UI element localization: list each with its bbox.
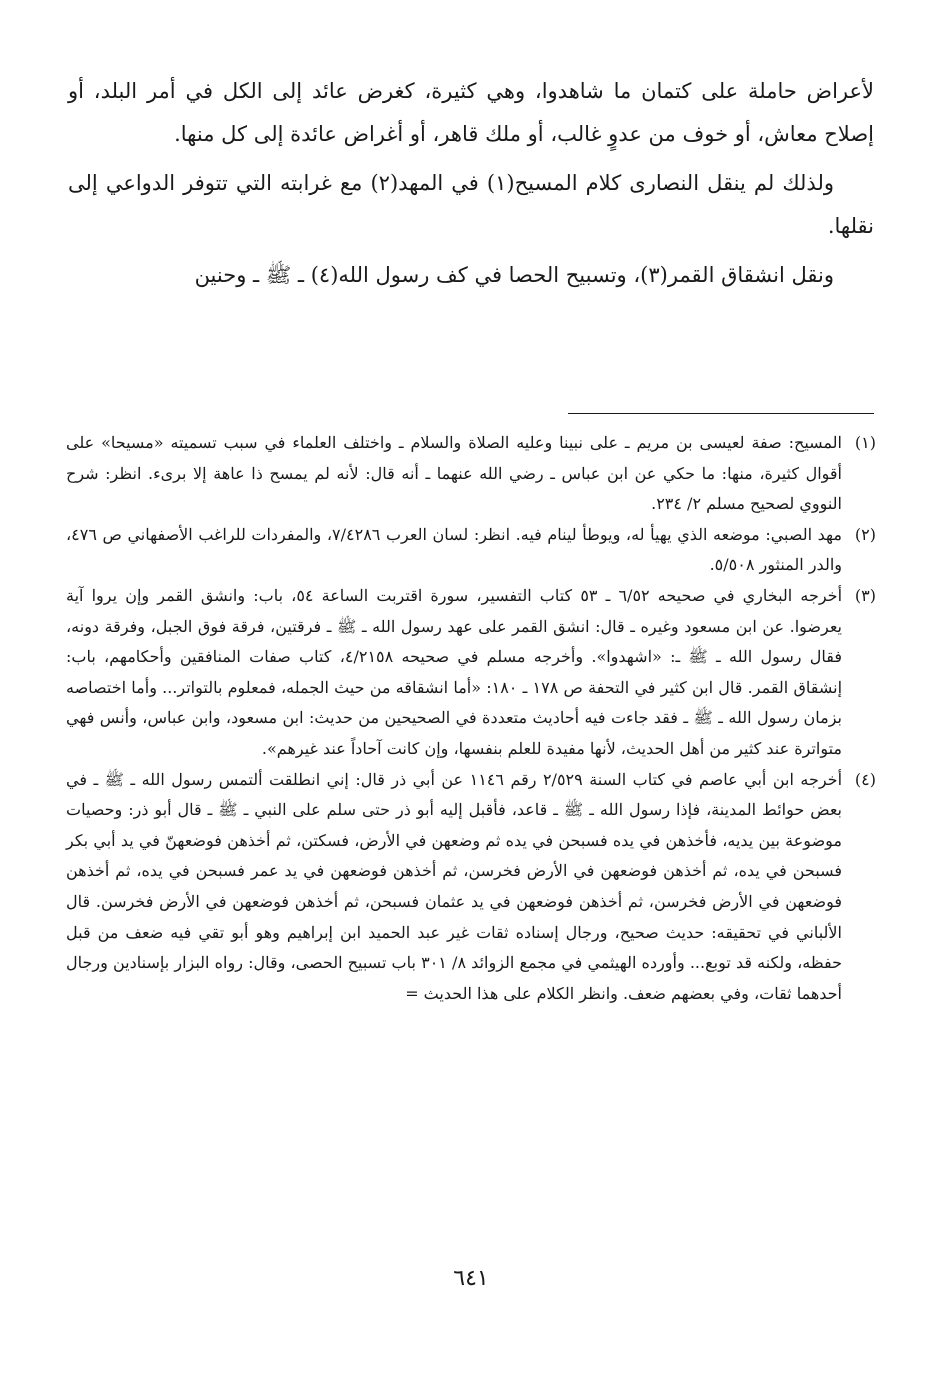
footnote-text: أخرجه ابن أبي عاصم في كتاب السنة ٢/٥٢٩ رقم ١١٤٦ عن أبي ذر قال: إني انطلقت ألتمس رسول الله ـ ﷺ ـ في بعض حوائط المدينة، فإذا رسول الله ـ ﷺ ـ قاعد، فأقبل إليه أبو ذر حتى سلم على النبي ـ ﷺ ـ قال أبو ذر: وحصيات موضوعة بين يديه، فأخذهن في يده فسبحن في يده ثم وضعهن في الأرض، فسكتن، ثم أخذهن فوضعهنّ في يد أبي بكر فسبحن في يده، ثم أخذهن فوضعهن في الأرض فخرسن، ثم أخذهن فوضعهن في يد عمر فسبحن في يده، ثم أخذهن فوضعهن في الأرض فخرسن، ثم أخذهن فوضعهن في يد عثمان فسبحن، ثم أخذهن فوضعهن في الأرض فخرسن. قال الألباني في تحقيقه: حديث صحيح، ورجال إسناده ثقات غير عبد الحميد ابن إبراهيم وهو أبو تقي فيه ضعف من قبل حفظه، ولكنه قد توبع... وأورده الهيثمي في مجمع الزوائد ٨/ ٣٠١ باب تسبيح الحصى، وقال: رواه البزار بإسنادين ورجال أحدهما ثقات، وفي بعضهم ضعف. وانظر الكلام على هذا الحديث = [66,769,843,1003]
footnotes-section [66,428,876,1009]
footnote-text: أخرجه البخاري في صحيحه ٦/٥٢ ـ ٥٣ كتاب التفسير، سورة اقتربت الساعة ٥٤، باب: وانشق القمر وإن يروا آية يعرضوا. عن ابن مسعود وغيره ـ قال: انشق القمر على عهد رسول الله ـ ﷺ ـ فرقتين، فرقة فوق الجبل، وفرقة دونه، فقال رسول الله ـ ﷺ ـ: «اشهدوا». وأخرجه مسلم في صحيحه ٤/٢١٥٨، كتاب صفات المنافقين وأحكامهم، باب: إنشقاق القمر. قال ابن كثير في التحفة ص ١٧٨ ـ ١٨٠: «أما انشقاقه من حيث الجمله، فمعلوم بالتواتر... وأما اختصاصه بزمان رسول الله ـ ﷺ ـ فقد جاءت فيه أحاديث متعددة في الصحيحين من حديث: ابن مسعود، وابن عباس، وأنس فهي متواترة عند كثير من أهل الحديث، لأنها مفيدة للعلم بنفسها، وإن كانت آحاداً عند غيرهم». [66,585,843,758]
page-number: ٦٤١ [453,1266,489,1291]
footnote-item [66,765,876,1010]
footnote-number: (٤) [854,769,876,789]
main-paragraph: ونقل انشقاق القمر(٣)، وتسبيح الحصا في كف رسول الله(٤) ـ ﷺ ـ وحنين [194,263,834,287]
footnote-number: (٢) [854,524,876,544]
footnote-separator [568,413,874,414]
footnote-text: المسيح: صفة لعيسى بن مريم ـ على نبينا وعليه الصلاة والسلام ـ واختلف العلماء في سبب تسميته «مسيحا» على أقوال كثيرة، منها: ما حكي عن ابن عباس ـ رضي الله عنهما ـ أنه قال: لأنه لم يمسح ذا عاهة إلا برىء. انظر: شرح النووي لصحيح مسلم ٢/ ٢٣٤. [66,433,843,514]
main-paragraph: لأعراض حاملة على كتمان ما شاهدوا، وهي كثيرة، كغرض عائد إلى الكل في أمر البلد، أو إصلاح معاش، أو خوف من عدوٍ غالب، أو ملك قاهر، أو أغراض عائدة إلى كل منها. [68,79,874,146]
footnote-number: (١) [854,433,876,452]
footnote-item [66,520,876,581]
footnote-item [66,581,876,765]
main-paragraph: ولذلك لم ينقل النصارى كلام المسيح(١) في المهد(٢) مع غرابته التي تتوفر الدواعي إلى نقلها. [68,171,874,238]
footnote-item [66,428,876,520]
footnote-text: مهد الصبي: موضعه الذي يهيأ له، ويوطأ لينام فيه. انظر: لسان العرب ٧/٤٢٨٦، والمفردات للراغب الأصفهاني ص ٤٧٦، والدر المنثور ٥/٥٠٨. [66,524,843,575]
footnote-number: (٣) [854,585,876,605]
main-text-body [68,70,874,303]
